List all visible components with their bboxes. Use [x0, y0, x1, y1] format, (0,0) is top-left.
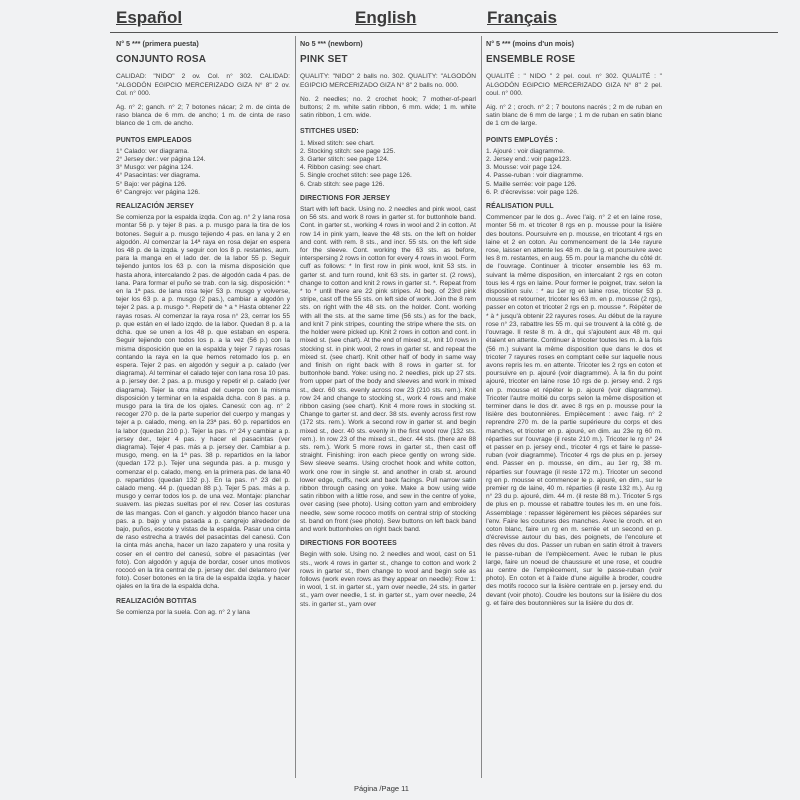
materials: Aig. n° 2 ; croch. n° 2 ; 7 boutons nacrés ; 2 m de ruban en satin blanc de 6 mm de large ; 1 m de ruban en satin blanc de 1 cm de large. — [486, 104, 662, 128]
yarn-quality: CALIDAD: "NIDO" 2 ov. Col. n° 302. CALIDAD: "ALGODÓN EGIPCIO MERCERIZADO GIZA N° 8" 2 ov. Col. n° 000. — [116, 73, 290, 97]
stitch-list — [116, 148, 290, 197]
materials: No. 2 needles; no. 2 crochet hook; 7 mother-of-pearl buttons; 2 m. white satin ribbon, 6 mm. wide; 1 m. white satin ribbon, 1 cm. wide. — [300, 95, 476, 120]
yarn-quality: QUALITÉ : " NIDO " 2 pel. coul. n° 302. QUALITÉ : " ALGODÓN EGIPCIO MERCERIZADO GIZA N° 8" 2 pel. coul. n° 000. — [486, 73, 662, 97]
stitch-item: 2. Jersey end.: voir page123. — [486, 156, 572, 164]
stitches-heading: POINTS EMPLOYÉS : — [486, 136, 558, 144]
pattern-name: ENSEMBLE ROSE — [486, 54, 576, 66]
column-divider — [481, 36, 482, 778]
section-body: Begin with sole. Using no. 2 needles and wool, cast on 51 sts., work 4 rows in garter st., change to cotton and work 2 rows in garter st., then change to wool and begin sole as follows (work even rows as they appear on needle): Row 1: in wool, 1 st. in garter st., yarn over needle, 24 sts. in garter st., yarn over needle, 1 st. in garter st., yarn over needle, 24 sts. in garter st., yarn over — [300, 551, 476, 608]
section-heading: REALIZACIÓN JERSEY — [116, 203, 194, 211]
pattern-number: N° 5 *** (moins d'un mois) — [486, 40, 575, 48]
section-body: Se comienza por la suela. Con ag. n° 2 y lana — [116, 608, 250, 616]
stitch-item: 5. Single crochet stitch: see page 126. — [300, 172, 412, 180]
stitches-heading: STITCHES USED: — [300, 128, 359, 136]
stitch-item: 4. Ribbon casing: see chart. — [300, 164, 382, 172]
pattern-number: N° 5 *** (primera puesta) — [116, 40, 199, 48]
header-spanish: Español — [116, 8, 183, 27]
stitch-list — [300, 140, 476, 189]
spanish-column — [116, 40, 290, 778]
stitch-item: 4. Passe-ruban : voir diagramme. — [486, 172, 584, 180]
stitch-item: 3. Mousse: voir page 124. — [486, 164, 562, 172]
section-heading: DIRECTIONS FOR BOOTEES — [300, 540, 397, 548]
section-body: Start with left back. Using no. 2 needles and pink wool, cast on 56 sts. and work 8 rows in garter st. for buttonhole band. Cont. in garter st., working 4 rows in wool and 2 in cotton. At row 14 in pink yarn, leave the 48 sts. on the left on holder and cont. with rem. 8 sts., and incr. 55 sts. on the left side for the sleeve. Cont. working the 63 sts. as before, interspersing 2 rows in cotton for every 4 rows in wool. Form cuff as follows: * In first row in pink wool, knit 53 sts. in garter st. and turn round, knit 63 sts. in garter st. (2 rows), change to cotton and knit 2 rows in garter st. *. Repeat from * to * until there are 22 pink stripes. At beg. of 23rd pink stripe, cast off the 55 sts. on left side of work. Join the 8 rem sts. on right with the 48 sts. on the holder. Cont. working with all the sts. at the same time (56 sts.) as for the back, and knit 7 pink stripes, counting the stripe where the sts. on the holder were picked up. Knit 2 rows in cotton and cont. in mixed st. (see chart). At the end of mixed st., knit 10 rows in stocking st. in pink wool, 2 rows in garter st. and repeat the mixed st. (see chart). Knit other half of body in same way and finish on right back with 8 rows in garter st. for buttonhole band. Yoke: using no. 2 needles, pick up 27 sts. from upper part of the body and sleeves and work in mixed st., decr. 60 sts. evenly across row 23 (210 sts. rem.). Knit row 24 and change to stocking st., work 4 rows and make ribbon casing (see chart). Knit 4 more rows in stocking st. Change to garter st. and decr. 38 sts. evenly across first row (172 sts. rem.). Work a second row in garter st. and begin mixed st., decr. 40 sts. evenly in the first wool row (132 sts. rem.). In row 23 of the mixed st., decr. 44 sts. (there are 88 sts. rem.). Work 5 more rows in garter st., then cast off straight. Finishing: iron each piece gently on wrong side. Sew sleeve seams. Using crochet hook and white cotton, work one row in single st. and another in crab st. around lower edge, cuffs, neck and back facings. Pull narrow satin ribbon through casing on yoke. Make a bow using wide satin ribbon with a little rose, and sew in the centre of yoke, over casing (see photo). Using cotton yarn and embroidery needle, sew some rococo motifs on central strip of stocking st. band on front (see photo). Sew buttons on left back band and work buttonholes on right back band. — [300, 206, 476, 533]
stitch-list — [486, 148, 662, 197]
page-number: Página /Page 11 — [354, 784, 409, 793]
pattern-name: PINK SET — [300, 54, 348, 66]
section-heading: REALIZACIÓN BOTITAS — [116, 597, 197, 605]
yarn-quality: QUALITY: "NIDO" 2 balls no. 302. QUALITY: "ALGODÓN EGIPCIO MERCERIZADO GIZA N° 8" 2 balls no. 000. — [300, 73, 476, 89]
section-body: Se comienza por la espalda izqda. Con ag. n° 2 y lana rosa montar 56 p. y tejer 8 pas. a p. musgo para la tira de los botones. Seguir a p. musgo tejiendo 4 pas. en lana y 2 en algodón. Al comenzar la 14ª raya en rosa dejar en espera los 48 p. de la izqda. y seguir con los 8 p. restantes, aum. para la manga en el lado der. de la labor 55 p. Seguir tejiendo juntos los 63 p. con la misma disposición que hasta ahora, intercalando 2 pas. de algodón cada 4 pas. de lana. Para formar el puño se trab. con la sig. disposición: * en la 1ª pas. de lana rosa tejer 53 p. musgo y volverse, tejer los 63 p. a p. musgo (2 pas.), cambiar a algodón y tejer 2 pas. a p. musgo *. Repetir de * a * Hasta obtener 22 rayas rosas. Al comenzar la raya rosa n° 23, cerrar los 55 p. que están en el lado izqdo. de la labor. Quedan 8 p. a la dcha. que se unen a los 48 p. que estaban en espera. Seguir tejiendo con todos los p. a la vez (56 p.) con la misma disposición que en la espalda y tejer 7 rayas rosas contando la raya en la que hemos retomado los p. en espera. Tejer 2 pas. en algodón y seguir a p. calado (ver diagrama). Al terminar el calado tejer con lana rosa 10 pas. a p. jersey der. 2 pas. a p. musgo y repetir el p. calado (ver diagrama). Tejer la otra mitad del cuerpo con la misma disposición y terminar en la espalda dcha. con 8 pas. a p. musgo para la tira de los ojales. Canesú: con ag. n° 2 recoger 270 p. de la parte superior del cuerpo y mangas y tejer a p. calado, meng. en la 23ª pas. 60 p. repartidos en la labor (quedan 210 p.). Tejer la pas. n° 24 y cambiar a p. jersey der., tejer 4 pas. y hacer el pasacintas (ver diagrama). Tejer 4 pas. más a p. jersey der. Cambiar a p. musgo, meng. en la 1ª pas. 38 p. repartidos en la labor (quedan 172 p.). Tejer una segunda pas. a p. musgo y comenzar el p. calado, meng. en la primera pas. de lana 40 p. repartidos (quedan 132 p.). En la pas. n° 23 del p. calado meng. 44 p. (quedan 88 p.). Tejer 5 pas. más a p. musgo y cerrar todos los p. de una vez. Montaje: planchar suavem. las piezas sueltas por el rev. Coser las costuras de las mangas. Con el ganch. y algodón blanco hacer una pas. a p. bajo y una pasada a p. cangrejo alrededor de bajo, puños, escote y vistas de la espalda. Pasar una cinta de raso estrecha a través del pasacintas del canesú. Con la cinta más ancha, hacer un lazo zapatero y una rosita y coser en el centro del canesú, sobre el pasacintas (ver foto). Con algodón y aguja de bordar, coser unos motivos rococó en la tira central de p. jersey der. del delantero (ver foto). Coser botones en la tira de la espalda izqda. y hacer ojales en la tira de la espalda dcha. — [116, 214, 290, 591]
stitch-item: 6. P. d'écrevisse: voir page 126. — [486, 188, 579, 196]
pattern-number: No 5 *** (newborn) — [300, 40, 363, 48]
stitch-item: 3. Garter stitch: see page 124. — [300, 156, 389, 164]
stitch-item: 1° Calado: ver diagrama. — [116, 147, 190, 155]
materials: Ag. n° 2; ganch. n° 2; 7 botones nácar; 2 m. de cinta de raso blanca de 6 mm. de ancho; 1 m. de cinta de raso blanco de 1 cm. de ancho. — [116, 104, 290, 128]
english-column — [300, 40, 476, 778]
column-divider — [295, 36, 296, 778]
stitch-item: 1. Ajouré : voir diagramme. — [486, 147, 565, 155]
stitch-item: 5° Bajo: ver página 126. — [116, 180, 187, 188]
stitch-item: 4° Pasacintas: ver diagrama. — [116, 172, 201, 180]
french-column — [486, 40, 662, 778]
stitch-item: 2° Jersey der.: ver página 124. — [116, 156, 206, 164]
stitch-item: 1. Mixed stitch: see chart. — [300, 139, 375, 147]
stitch-item: 5. Maille serrée: voir page 126. — [486, 180, 577, 188]
language-header-bar — [110, 8, 778, 33]
stitch-item: 6. Crab stitch: see page 126. — [300, 180, 385, 188]
section-body: Commencer par le dos g.. Avec l'aig. n° 2 et en laine rose, monter 56 m. et tricoter 8 rgs en p. mousse pour la lisière des boutons. Poursuivre en p. mousse, en tricotant 4 rgs en laine et 2 en coton. Au commencement de la 14e rayure rose, laisser en attente les 48 m. de la g. et poursuivre avec les 8 m. restantes, en aug. 55 m. pour la manche du côté dr. de l'ouvrage. Continuer à tricoter ensemble les 63 m. suivant la même disposition, en intercalant 2 rgs en coton tous les 4 rgs en laine. Pour former le poignet, trav. selon la disposition suiv. : * au 1er rg en laine rose, tricoter 53 p. mousse et retourner, tricoter les 63 m. en p. mousse (2 rgs), passer en coton et tricoter 2 rgs en p. mousse *. Répéter de * à * jusqu'à obtenir 22 rayures roses. Au début de la rayure rose n° 23, rabattre les 55 m. qui se trouvent à la côté g. de l'ouvrage. Il reste 8 m. à dr., qui s'ajoutent aux 48 m. qui étaient en attente. Continuer à tricoter toutes les m. à la fois (56 m.) suivant la même disposition que dans le dos et tricoter 7 rayures roses en comptant celle sur laquelle nous avons repris les m. en attente. Tricoter les 2 rgs en coton et poursuivre en p. ajouré (voir diagramme). À la fin du point ajouré, tricoter en laine rose 10 rgs de p. jersey end. 2 rgs en p. mousse et répéter le p. ajouré (voir diagramme). Tricoter l'autre moitié du corps selon la même disposition et terminer dans le dos dr. avec 8 rgs en p. mousse pour la lisière des boutonnières. Empiècement : avec l'aig. n° 2 reprendre 270 m. de la partie supérieure du corps et des manches, et tricoter en p. ajouré, en dim. au 23e rg 60 m. réparties sur l'ouvrage (il reste 210 m.). Tricoter le rg n° 24 et passer en p. jersey end., tricoter 4 rgs et faire le passe-ruban (voir diagramme). Tricoter 4 rgs de plus en p. jersey end. Passer en p. mousse, en dim., au 1er rg, 38 m. réparties sur l'ouvrage (il reste 172 m.). Tricoter un second rg en p. mousse et commencer le p. ajouré, en dim., sur le premier rg de laine, 40 m. réparties (il reste 132 m.). Au rg n° 23 du p. ajouré, dim. 44 m. (il reste 88 m.). Tricoter 5 rgs de plus en p. mousse et rabattre toutes les m. en une fois. Assemblage : repasser légèrement les pièces séparées sur l'env. Faire les coutures des manches. Avec le croch. et en coton blanc, faire un rg en m. serrée et un second en p. d'écrevisse autour du bas, des poignets, de l'encolure et des rêves du dos. Passer un ruban en satin étroit à travers le passe-ruban de l'empiècement. Avec le ruban le plus large, faire un noeud de chaussure et une rose, et coudre au centre de l'empiècement, sur le passe-ruban (voir photo). En coton et à l'aide d'une aiguille à broder, coudre des motifs rococo sur la lisière centrale en p. jersey end. du devant (voir photo). Coudre les boutons sur la lisière du dos g. et faire des boutonnières sur la lisière du dos dr. — [486, 214, 662, 607]
header-english: English — [355, 8, 417, 27]
pattern-name: CONJUNTO ROSA — [116, 54, 207, 66]
section-heading: RÉALISATION PULL — [486, 203, 554, 211]
stitch-item: 6° Cangrejo: ver página 126. — [116, 188, 201, 196]
stitches-heading: PUNTOS EMPLEADOS — [116, 136, 192, 144]
stitch-item: 3° Musgo: ver página 124. — [116, 164, 194, 172]
section-heading: DIRECTIONS FOR JERSEY — [300, 194, 391, 202]
header-french: Français — [487, 8, 557, 27]
stitch-item: 2. Stocking stitch: see page 125. — [300, 147, 396, 155]
